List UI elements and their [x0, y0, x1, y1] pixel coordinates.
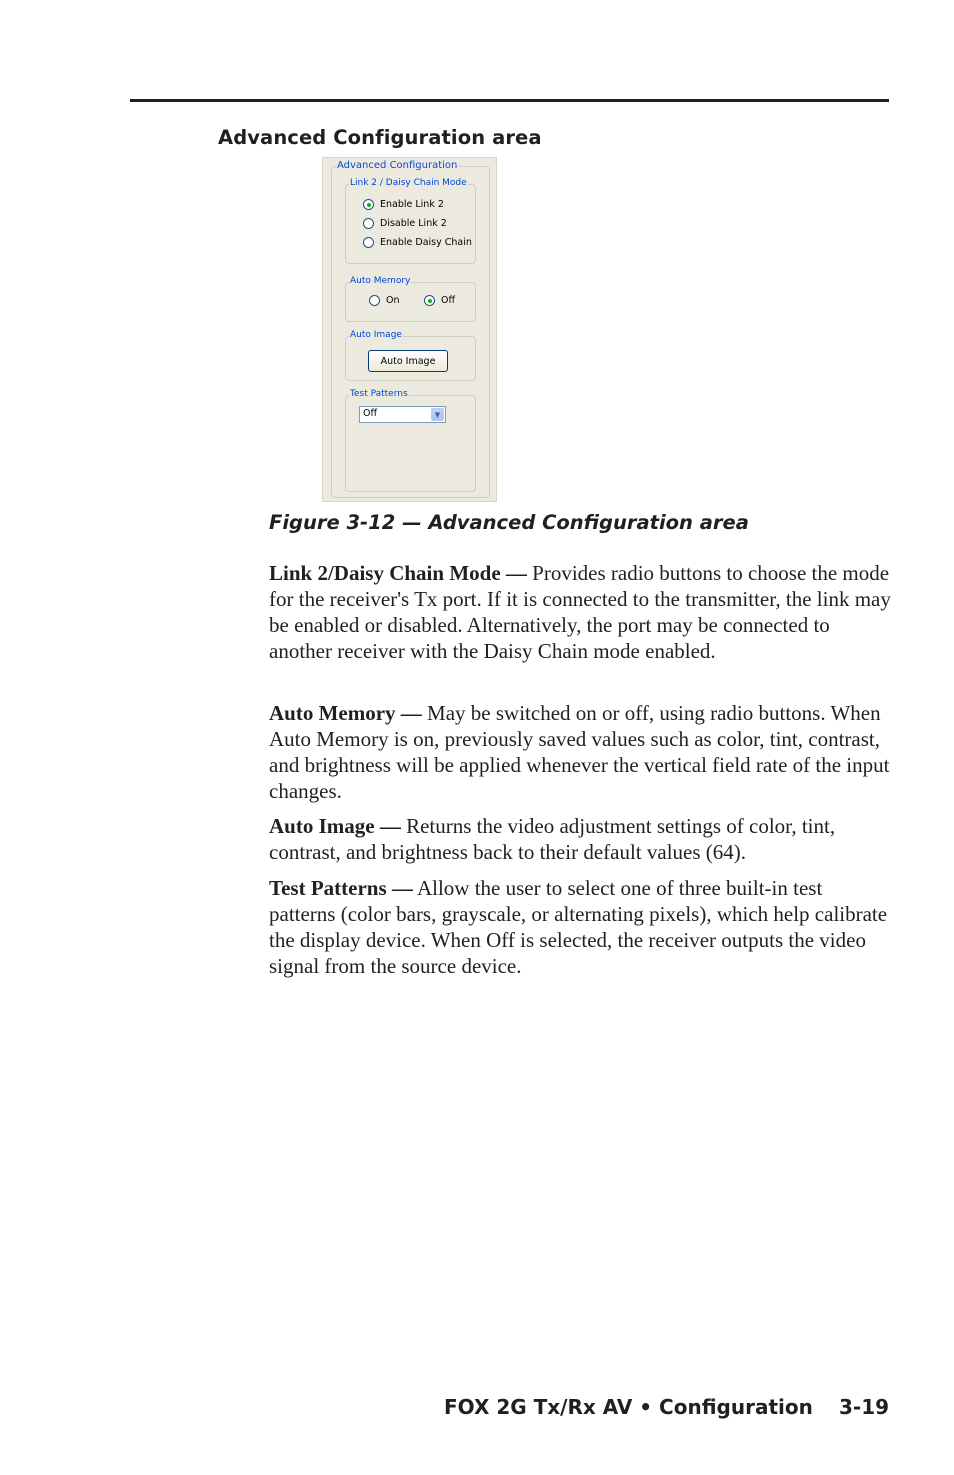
term-test-patterns: Test Patterns —	[269, 876, 413, 900]
term-link-mode: Link 2/Daisy Chain Mode —	[269, 561, 527, 585]
text-link-mode: Provides radio buttons to choose the mode for the receiver's Tx port. If it is connected to the transmitter, the link may be enabled or disabled. Alternatively, the port may be connected to another receiver with the Daisy Chain mode enabled.	[269, 561, 891, 663]
test-patterns-selected-value: Off	[363, 408, 378, 419]
test-patterns-select[interactable]	[359, 406, 446, 423]
auto-image-group-label: Auto Image	[350, 330, 402, 340]
radio-enable-daisy-chain[interactable]	[363, 237, 472, 248]
radio-auto-memory-on-label: On	[386, 295, 400, 306]
text-test-patterns: Allow the user to select one of three built-in test patterns (color bars, grayscale, or alternating pixels), which help calibrate the display device. When Off is selected, the receiver outputs the video signal from the source device.	[269, 876, 888, 978]
auto-memory-group-label: Auto Memory	[350, 276, 411, 286]
radio-enable-link2-label: Enable Link 2	[380, 199, 444, 210]
auto-image-group	[345, 330, 476, 381]
paragraph-link-mode	[269, 560, 891, 664]
radio-enable-daisy-chain-label: Enable Daisy Chain	[380, 237, 472, 248]
radio-auto-memory-off-indicator[interactable]	[424, 295, 435, 306]
test-patterns-group	[345, 389, 476, 492]
paragraph-auto-image	[269, 813, 891, 865]
link-mode-group	[345, 178, 476, 264]
radio-auto-memory-off[interactable]	[424, 295, 455, 306]
footer-title: FOX 2G Tx/Rx AV • Configuration	[444, 1395, 813, 1419]
paragraph-auto-memory	[269, 700, 891, 804]
radio-disable-link2-label: Disable Link 2	[380, 218, 447, 229]
radio-enable-link2[interactable]	[363, 199, 444, 210]
radio-disable-link2-indicator[interactable]	[363, 218, 374, 229]
section-heading: Advanced Configuration area	[218, 126, 542, 149]
radio-auto-memory-on-indicator[interactable]	[369, 295, 380, 306]
header-rule	[130, 99, 889, 102]
radio-enable-daisy-chain-indicator[interactable]	[363, 237, 374, 248]
radio-auto-memory-off-label: Off	[441, 295, 456, 306]
term-auto-image: Auto Image —	[269, 814, 401, 838]
page-number: 3-19	[839, 1395, 890, 1419]
advanced-configuration-panel	[322, 157, 497, 502]
radio-auto-memory-on[interactable]	[369, 295, 400, 306]
auto-image-button[interactable]: Auto Image	[368, 350, 448, 372]
radio-disable-link2[interactable]	[363, 218, 447, 229]
auto-memory-group	[345, 276, 476, 322]
text-auto-memory: May be switched on or off, using radio buttons. When Auto Memory is on, previously saved values such as color, tint, contrast, and brightness will be applied whenever the vertical field rate of the input changes.	[269, 701, 890, 803]
text-auto-image: Returns the video adjustment settings of color, tint, contrast, and brightness back to their default values (64).	[269, 814, 836, 864]
chevron-down-icon[interactable]: ▼	[431, 408, 444, 421]
term-auto-memory: Auto Memory —	[269, 701, 422, 725]
radio-enable-link2-indicator[interactable]	[363, 199, 374, 210]
test-patterns-group-label: Test Patterns	[350, 389, 408, 399]
link-mode-group-label: Link 2 / Daisy Chain Mode	[350, 178, 467, 188]
panel-title: Advanced Configuration	[337, 160, 458, 171]
paragraph-test-patterns	[269, 875, 891, 979]
figure-caption: Figure 3-12 — Advanced Configuration area	[269, 511, 749, 534]
